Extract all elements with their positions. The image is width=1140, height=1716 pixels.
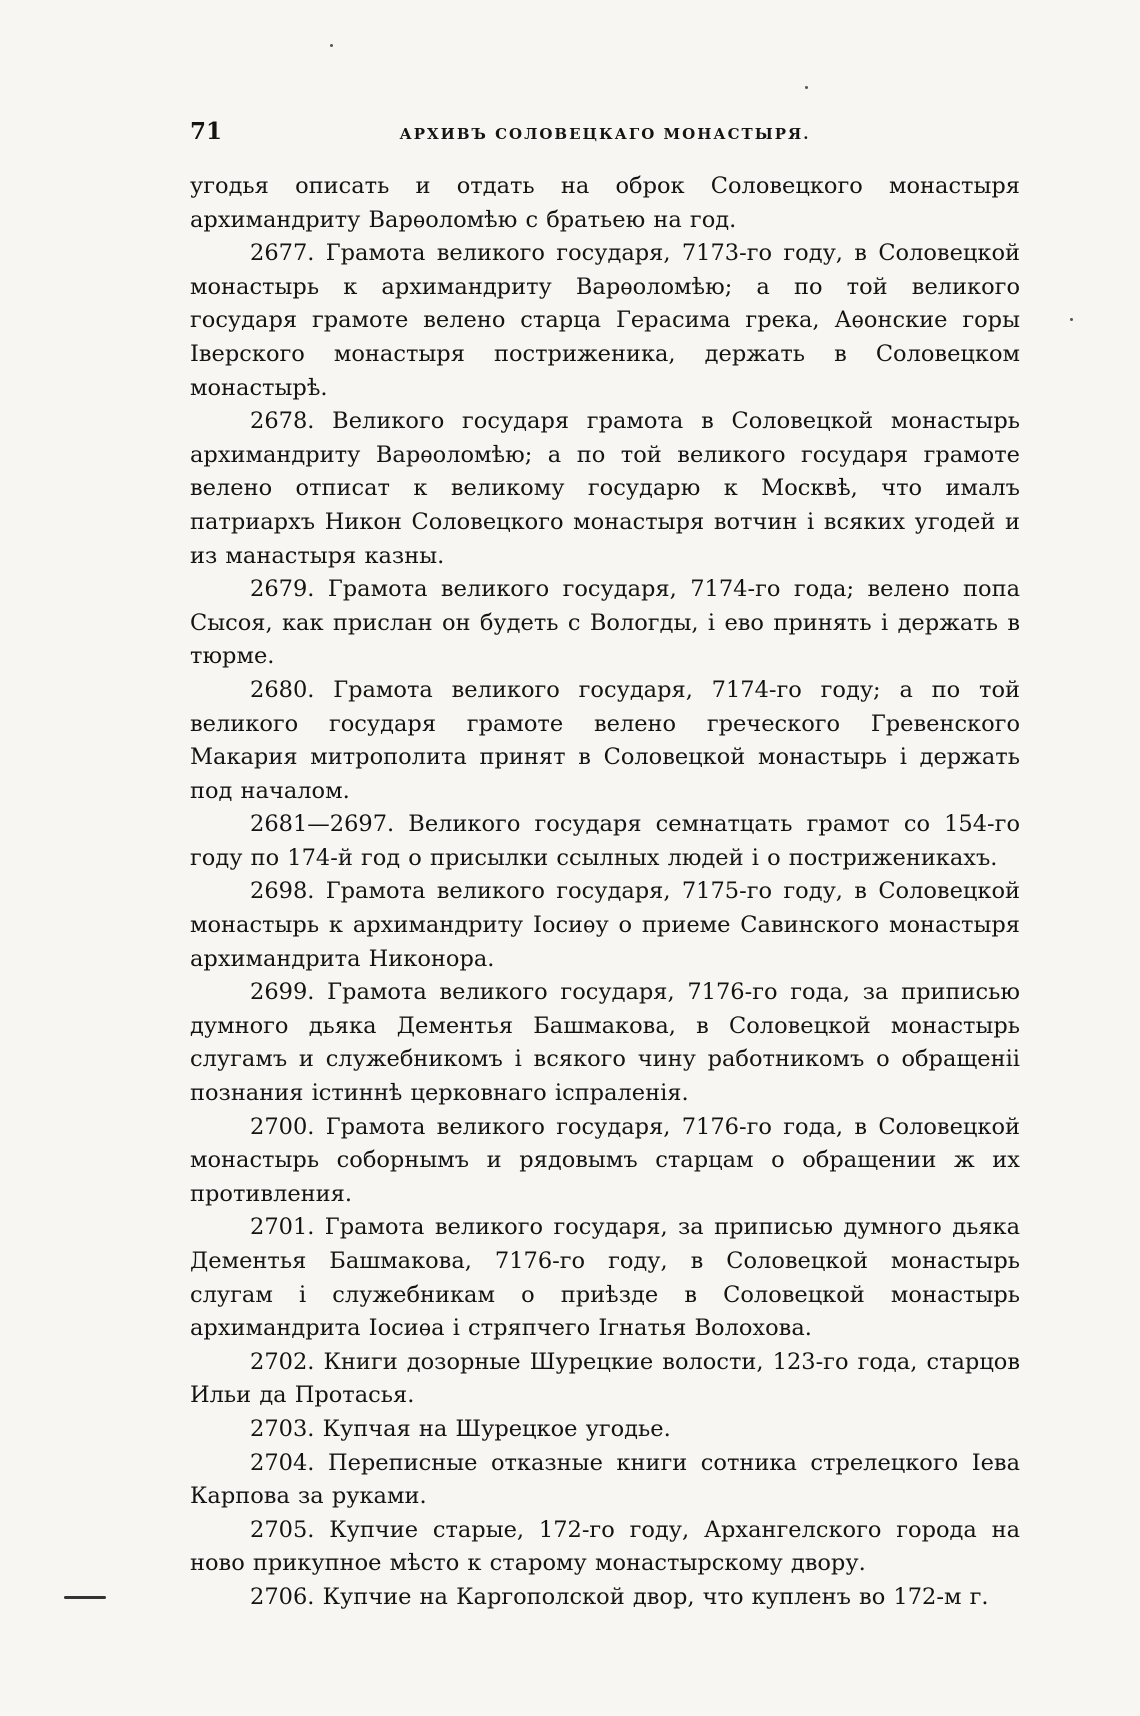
entry-2678: 2678. Великого государя грамота в Соловецкой монастырь архимандриту Варѳоломѣю; а по той великого государя грамоте велено отписат к великому государю к Москвѣ, что ималъ патриархъ Никон Соловецкого монастыря вотчин і всяких угодей и из манастыря казны. (190, 408, 1020, 569)
entry-2681-2697: 2681—2697. Великого государя семнатцать грамот со 154-го году по 174-й год о присылки ссылных людей і о постриженикахъ. (190, 811, 1020, 871)
entry-2704: 2704. Переписные отказные книги сотника стрелецкого Іева Карпова за руками. (190, 1449, 1020, 1510)
body-text (190, 170, 1020, 1615)
entry-2702: 2702. Книги дозорные Шурецкие волости, 123-го года, старцов Ильи да Протасья. (190, 1348, 1020, 1409)
entry-2680: 2680. Грамота великого государя, 7174-го году; а по той великого государя грамоте велено греческого Гревенского Макария митрополита принят в Соловецкой монастырь і держать под началом. (190, 676, 1020, 804)
scan-speck (330, 44, 333, 47)
page (190, 118, 1020, 1615)
running-head (190, 118, 1020, 148)
entry-2679: 2679. Грамота великого государя, 7174-го года; велено попа Сысоя, как прислан он будеть с Вологды, і ево принять і держать в тюрме. (190, 576, 1020, 670)
scan-speck (1070, 318, 1073, 321)
entry-2700: 2700. Грамота великого государя, 7176-го года, в Соловецкой монастырь соборнымъ и рядовымъ старцам о обращении ж их противления. (190, 1113, 1020, 1207)
paragraph-continuation: угодья описать и отдать на оброк Соловецкого монастыря архимандриту Варѳоломѣю с братьею на год. (190, 173, 1020, 233)
margin-dash-mark (64, 1596, 106, 1599)
entry-2699: 2699. Грамота великого государя, 7176-го года, за приписью думного дьяка Дементья Башмакова, в Соловецкой монастырь слугамъ и служебникомъ і всякого чину работникомъ о обращеніі познания істиннѣ церковнаго іспраленія. (190, 979, 1020, 1107)
entry-2705: 2705. Купчие старые, 172-го году, Архангелского города на ново прикупное мѣсто к старому монастырскому двору. (190, 1516, 1020, 1577)
running-title: АРХИВЪ СОЛОВЕЦКАГО МОНАСТЫРЯ. (399, 125, 811, 143)
entry-2677: 2677. Грамота великого государя, 7173-го году, в Соловецкой монастырь к архимандриту Варѳоломѣю; а по той великого государя грамоте велено старца Герасима грека, Аѳонские горы Іверского монастыря постриженика, держать в Соловецком монастырѣ. (190, 240, 1020, 401)
scan-speck (805, 86, 808, 89)
page-number: 71 (190, 118, 223, 145)
entry-2698: 2698. Грамота великого государя, 7175-го году, в Соловецкой монастырь к архимандриту Іосиѳу о приеме Савинского монастыря архимандрита Никонора. (190, 878, 1020, 972)
entry-2701: 2701. Грамота великого государя, за приписью думного дьяка Дементья Башмакова, 7176-го году, в Соловецкой монастырь слугам і служебникам о приѣзде в Соловецкой монастырь архимандрита Іосиѳа і стряпчего Ігнатья Волохова. (190, 1214, 1020, 1342)
entry-2703: 2703. Купчая на Шурецкое угодье. (250, 1415, 671, 1442)
entry-2706: 2706. Купчие на Каргополской двор, что купленъ во 172-м г. (250, 1583, 989, 1610)
